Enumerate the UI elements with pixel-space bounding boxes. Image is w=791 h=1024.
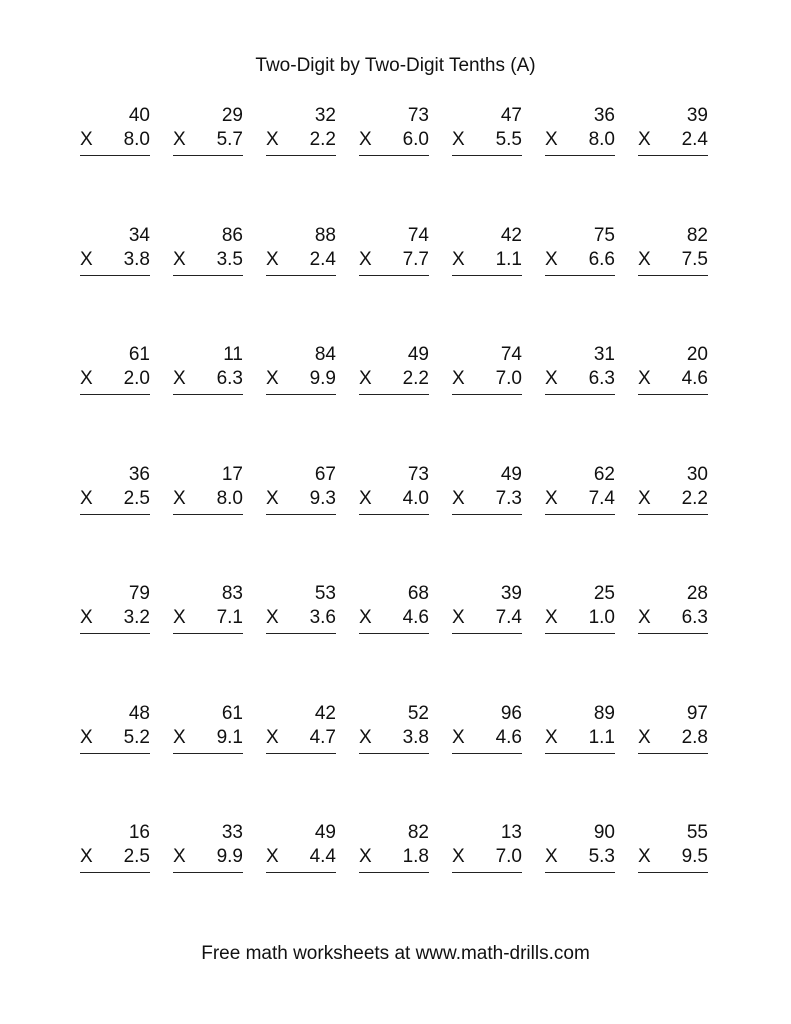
answer-line (452, 872, 522, 873)
multiplication-problem (452, 821, 522, 873)
multiplier: 2.4 (309, 249, 336, 270)
multiply-sign: X (80, 368, 93, 389)
multiplier: 6.3 (588, 368, 615, 389)
multiply-sign: X (638, 846, 651, 867)
answer-line (545, 155, 615, 156)
multiplication-problem (359, 104, 429, 156)
multiply-sign: X (452, 129, 465, 150)
answer-line (545, 394, 615, 395)
multiplier: 8.0 (588, 129, 615, 150)
multiplier: 3.6 (309, 607, 336, 628)
multiplier: 7.3 (495, 488, 522, 509)
multiplication-problem (266, 702, 336, 754)
multiply-sign: X (452, 727, 465, 748)
answer-line (266, 514, 336, 515)
multiplier: 7.0 (495, 846, 522, 867)
multiply-sign: X (359, 129, 372, 150)
multiplication-problem (359, 702, 429, 754)
multiplication-problem (266, 343, 336, 395)
answer-line (359, 394, 429, 395)
multiplier: 2.2 (309, 129, 336, 150)
multiplication-problem (638, 582, 708, 634)
multiplication-problem (452, 224, 522, 276)
multiplicand: 36 (593, 105, 615, 126)
answer-line (359, 753, 429, 754)
multiplicand: 48 (128, 703, 150, 724)
answer-line (359, 514, 429, 515)
multiplicand: 73 (407, 105, 429, 126)
answer-line (452, 514, 522, 515)
answer-line (545, 514, 615, 515)
multiplication-problem (638, 821, 708, 873)
multiplier: 5.7 (216, 129, 243, 150)
multiplication-problem (173, 463, 243, 515)
answer-line (80, 155, 150, 156)
multiplier: 9.9 (309, 368, 336, 389)
answer-line (80, 753, 150, 754)
multiplicand: 49 (500, 464, 522, 485)
multiplicand: 89 (593, 703, 615, 724)
multiplication-problem (173, 343, 243, 395)
answer-line (638, 155, 708, 156)
multiply-sign: X (359, 249, 372, 270)
multiply-sign: X (545, 488, 558, 509)
answer-line (452, 633, 522, 634)
multiplication-problem (638, 343, 708, 395)
multiplication-problem (545, 582, 615, 634)
multiply-sign: X (452, 607, 465, 628)
answer-line (80, 394, 150, 395)
multiply-sign: X (545, 368, 558, 389)
multiply-sign: X (638, 727, 651, 748)
multiplier: 3.5 (216, 249, 243, 270)
multiply-sign: X (359, 846, 372, 867)
multiplier: 9.1 (216, 727, 243, 748)
answer-line (359, 155, 429, 156)
answer-line (452, 275, 522, 276)
multiplier: 6.3 (681, 607, 708, 628)
multiplier: 6.0 (402, 129, 429, 150)
multiplication-problem (638, 104, 708, 156)
multiplicand: 13 (500, 822, 522, 843)
multiply-sign: X (545, 846, 558, 867)
multiplicand: 52 (407, 703, 429, 724)
multiplier: 3.8 (123, 249, 150, 270)
multiply-sign: X (173, 727, 186, 748)
multiply-sign: X (638, 249, 651, 270)
multiplicand: 17 (221, 464, 243, 485)
multiplicand: 62 (593, 464, 615, 485)
answer-line (359, 275, 429, 276)
multiplier: 4.7 (309, 727, 336, 748)
multiplier: 1.8 (402, 846, 429, 867)
multiply-sign: X (359, 607, 372, 628)
multiplier: 5.3 (588, 846, 615, 867)
multiplicand: 96 (500, 703, 522, 724)
multiplicand: 68 (407, 583, 429, 604)
answer-line (638, 275, 708, 276)
multiplication-problem (359, 463, 429, 515)
multiplication-problem (452, 104, 522, 156)
multiplicand: 28 (686, 583, 708, 604)
multiplicand: 74 (407, 225, 429, 246)
multiplier: 7.4 (588, 488, 615, 509)
multiplicand: 74 (500, 344, 522, 365)
multiplicand: 61 (128, 344, 150, 365)
multiplier: 4.0 (402, 488, 429, 509)
multiplicand: 49 (407, 344, 429, 365)
answer-line (173, 514, 243, 515)
multiply-sign: X (452, 249, 465, 270)
answer-line (173, 275, 243, 276)
multiply-sign: X (80, 129, 93, 150)
multiplicand: 82 (686, 225, 708, 246)
multiplier: 7.4 (495, 607, 522, 628)
multiplicand: 79 (128, 583, 150, 604)
multiplier: 2.0 (123, 368, 150, 389)
multiplier: 7.0 (495, 368, 522, 389)
multiplier: 4.6 (402, 607, 429, 628)
multiplication-problem (266, 821, 336, 873)
multiplicand: 61 (221, 703, 243, 724)
multiply-sign: X (173, 129, 186, 150)
multiplier: 2.2 (681, 488, 708, 509)
multiplicand: 97 (686, 703, 708, 724)
multiply-sign: X (173, 607, 186, 628)
multiplication-problem (173, 582, 243, 634)
multiplier: 6.6 (588, 249, 615, 270)
multiplication-problem (266, 463, 336, 515)
multiplication-problem (173, 821, 243, 873)
multiply-sign: X (638, 368, 651, 389)
multiplication-problem (80, 343, 150, 395)
multiplication-problem (452, 702, 522, 754)
answer-line (638, 753, 708, 754)
multiplier: 4.6 (681, 368, 708, 389)
multiplication-problem (545, 224, 615, 276)
multiplicand: 73 (407, 464, 429, 485)
answer-line (638, 872, 708, 873)
answer-line (452, 394, 522, 395)
multiplication-problem (545, 343, 615, 395)
multiply-sign: X (545, 607, 558, 628)
multiply-sign: X (173, 488, 186, 509)
multiplicand: 42 (314, 703, 336, 724)
multiplication-problem (80, 582, 150, 634)
multiply-sign: X (452, 368, 465, 389)
multiplicand: 67 (314, 464, 336, 485)
multiplicand: 84 (314, 344, 336, 365)
multiplicand: 29 (221, 105, 243, 126)
multiplicand: 53 (314, 583, 336, 604)
multiplication-problem (173, 702, 243, 754)
multiplier: 9.3 (309, 488, 336, 509)
multiply-sign: X (173, 846, 186, 867)
multiplier: 1.0 (588, 607, 615, 628)
multiplier: 5.5 (495, 129, 522, 150)
answer-line (359, 633, 429, 634)
answer-line (638, 394, 708, 395)
multiply-sign: X (266, 368, 279, 389)
multiplication-problem (545, 104, 615, 156)
multiply-sign: X (80, 727, 93, 748)
multiply-sign: X (173, 249, 186, 270)
multiplicand: 75 (593, 225, 615, 246)
multiplicand: 82 (407, 822, 429, 843)
multiply-sign: X (359, 488, 372, 509)
multiplicand: 39 (686, 105, 708, 126)
worksheet-title: Two-Digit by Two-Digit Tenths (A) (255, 55, 536, 76)
answer-line (266, 753, 336, 754)
multiplicand: 32 (314, 105, 336, 126)
multiplicand: 20 (686, 344, 708, 365)
multiply-sign: X (638, 607, 651, 628)
multiplication-problem (452, 343, 522, 395)
answer-line (80, 633, 150, 634)
multiplication-problem (266, 224, 336, 276)
multiplicand: 11 (223, 344, 243, 365)
multiply-sign: X (638, 488, 651, 509)
multiply-sign: X (452, 488, 465, 509)
multiplier: 1.1 (588, 727, 615, 748)
multiply-sign: X (266, 727, 279, 748)
multiplicand: 55 (686, 822, 708, 843)
multiply-sign: X (266, 249, 279, 270)
answer-line (80, 275, 150, 276)
multiplication-problem (80, 224, 150, 276)
answer-line (545, 753, 615, 754)
multiplier: 2.8 (681, 727, 708, 748)
answer-line (173, 872, 243, 873)
multiply-sign: X (638, 129, 651, 150)
answer-line (545, 633, 615, 634)
multiplication-problem (452, 582, 522, 634)
footer-text: Free math worksheets at www.math-drills.com (201, 943, 590, 964)
multiplier: 4.6 (495, 727, 522, 748)
answer-line (266, 275, 336, 276)
multiplicand: 30 (686, 464, 708, 485)
multiply-sign: X (80, 607, 93, 628)
multiply-sign: X (80, 846, 93, 867)
multiplicand: 49 (314, 822, 336, 843)
multiplicand: 33 (221, 822, 243, 843)
answer-line (173, 753, 243, 754)
multiplication-problem (638, 702, 708, 754)
multiply-sign: X (266, 846, 279, 867)
multiplier: 2.5 (123, 488, 150, 509)
multiplier: 9.5 (681, 846, 708, 867)
multiply-sign: X (266, 607, 279, 628)
multiplier: 5.2 (123, 727, 150, 748)
answer-line (452, 155, 522, 156)
multiplication-problem (173, 224, 243, 276)
multiplicand: 39 (500, 583, 522, 604)
answer-line (266, 394, 336, 395)
multiplicand: 83 (221, 583, 243, 604)
answer-line (266, 872, 336, 873)
multiply-sign: X (266, 129, 279, 150)
multiplicand: 31 (593, 344, 615, 365)
multiplier: 1.1 (495, 249, 522, 270)
multiplication-problem (80, 463, 150, 515)
answer-line (80, 514, 150, 515)
answer-line (266, 633, 336, 634)
answer-line (638, 633, 708, 634)
multiplicand: 16 (128, 822, 150, 843)
multiplier: 3.8 (402, 727, 429, 748)
multiply-sign: X (545, 727, 558, 748)
multiplication-problem (359, 821, 429, 873)
multiplier: 7.5 (681, 249, 708, 270)
multiplication-problem (359, 224, 429, 276)
multiplier: 2.5 (123, 846, 150, 867)
answer-line (173, 394, 243, 395)
multiply-sign: X (80, 488, 93, 509)
multiplication-problem (266, 104, 336, 156)
multiplicand: 47 (500, 105, 522, 126)
multiply-sign: X (173, 368, 186, 389)
multiplier: 7.7 (402, 249, 429, 270)
answer-line (80, 872, 150, 873)
multiplication-problem (545, 463, 615, 515)
multiplication-problem (545, 821, 615, 873)
answer-line (173, 633, 243, 634)
multiply-sign: X (359, 727, 372, 748)
multiplication-problem (80, 702, 150, 754)
answer-line (266, 155, 336, 156)
multiplication-problem (266, 582, 336, 634)
multiply-sign: X (545, 129, 558, 150)
multiplier: 9.9 (216, 846, 243, 867)
answer-line (545, 275, 615, 276)
multiplier: 8.0 (123, 129, 150, 150)
answer-line (545, 872, 615, 873)
multiplication-problem (638, 463, 708, 515)
multiply-sign: X (545, 249, 558, 270)
multiplicand: 36 (128, 464, 150, 485)
multiplier: 2.2 (402, 368, 429, 389)
multiplicand: 34 (128, 225, 150, 246)
multiply-sign: X (359, 368, 372, 389)
multiplicand: 86 (221, 225, 243, 246)
answer-line (452, 753, 522, 754)
multiplier: 4.4 (309, 846, 336, 867)
multiplier: 7.1 (216, 607, 243, 628)
multiplication-problem (638, 224, 708, 276)
multiplication-problem (359, 582, 429, 634)
multiplication-problem (80, 104, 150, 156)
multiplication-problem (359, 343, 429, 395)
answer-line (359, 872, 429, 873)
multiplier: 8.0 (216, 488, 243, 509)
answer-line (173, 155, 243, 156)
multiplicand: 25 (593, 583, 615, 604)
multiplicand: 42 (500, 225, 522, 246)
multiplication-problem (452, 463, 522, 515)
multiply-sign: X (266, 488, 279, 509)
multiplier: 2.4 (681, 129, 708, 150)
multiplication-problem (80, 821, 150, 873)
multiplicand: 40 (128, 105, 150, 126)
multiply-sign: X (452, 846, 465, 867)
answer-line (638, 514, 708, 515)
multiply-sign: X (80, 249, 93, 270)
multiplicand: 90 (593, 822, 615, 843)
multiplication-problem (173, 104, 243, 156)
multiplier: 3.2 (123, 607, 150, 628)
multiplier: 6.3 (216, 368, 243, 389)
multiplication-problem (545, 702, 615, 754)
multiplicand: 88 (314, 225, 336, 246)
